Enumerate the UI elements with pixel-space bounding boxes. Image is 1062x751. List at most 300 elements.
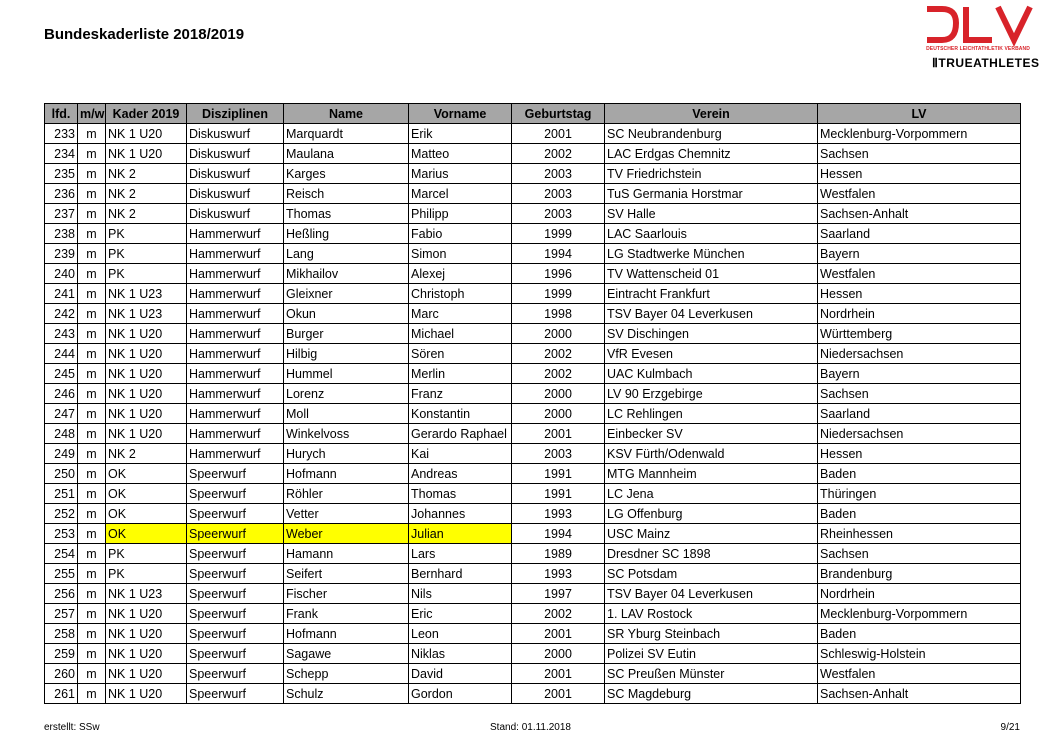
table-row <box>45 304 1021 324</box>
table-cell: NK 1 U20 <box>106 684 187 704</box>
table-cell: m <box>78 144 106 164</box>
table-cell: TSV Bayer 04 Leverkusen <box>605 584 818 604</box>
table-cell: m <box>78 364 106 384</box>
table-cell: SC Potsdam <box>605 564 818 584</box>
table-cell: KSV Fürth/Odenwald <box>605 444 818 464</box>
table-cell: Franz <box>409 384 512 404</box>
table-cell: Speerwurf <box>187 684 284 704</box>
table-row <box>45 364 1021 384</box>
table-cell: m <box>78 204 106 224</box>
table-cell: Speerwurf <box>187 464 284 484</box>
column-header: m/w <box>78 104 106 124</box>
table-cell: Sören <box>409 344 512 364</box>
table-cell: Sagawe <box>284 644 409 664</box>
table-row <box>45 464 1021 484</box>
table-cell: Diskuswurf <box>187 184 284 204</box>
table-cell: LC Jena <box>605 484 818 504</box>
table-cell: OK <box>106 484 187 504</box>
table-cell: 252 <box>45 504 78 524</box>
table-cell: m <box>78 464 106 484</box>
table-cell: Diskuswurf <box>187 164 284 184</box>
table-cell: 1993 <box>512 504 605 524</box>
table-cell: PK <box>106 564 187 584</box>
table-cell: PK <box>106 544 187 564</box>
table-cell: 261 <box>45 684 78 704</box>
table-cell: Lorenz <box>284 384 409 404</box>
column-header: Vorname <box>409 104 512 124</box>
table-cell: 2000 <box>512 324 605 344</box>
table-cell: Speerwurf <box>187 664 284 684</box>
table-cell: m <box>78 184 106 204</box>
table-cell: Burger <box>284 324 409 344</box>
table-cell: Speerwurf <box>187 624 284 644</box>
table-cell: Maulana <box>284 144 409 164</box>
table-cell: Röhler <box>284 484 409 504</box>
table-cell: 1991 <box>512 464 605 484</box>
table-cell: PK <box>106 264 187 284</box>
footer-created-by: erstellt: SSw <box>44 722 100 733</box>
table-row <box>45 344 1021 364</box>
table-cell: NK 1 U20 <box>106 144 187 164</box>
page-title: Bundeskaderliste 2018/2019 <box>44 26 245 43</box>
table-cell: Hilbig <box>284 344 409 364</box>
table-cell: Philipp <box>409 204 512 224</box>
table-cell: 2002 <box>512 604 605 624</box>
table-cell: TuS Germania Horstmar <box>605 184 818 204</box>
table-cell: Marc <box>409 304 512 324</box>
table-cell: Niedersachsen <box>818 424 1021 444</box>
table-cell: m <box>78 124 106 144</box>
table-cell: Vetter <box>284 504 409 524</box>
column-header: Geburtstag <box>512 104 605 124</box>
table-cell: m <box>78 164 106 184</box>
table-cell: Hammerwurf <box>187 264 284 284</box>
table-row <box>45 684 1021 704</box>
table-cell: Winkelvoss <box>284 424 409 444</box>
table-cell: 248 <box>45 424 78 444</box>
table-cell: m <box>78 224 106 244</box>
table-cell: 2003 <box>512 444 605 464</box>
column-header: Kader 2019 <box>106 104 187 124</box>
table-cell: Einbecker SV <box>605 424 818 444</box>
table-cell: m <box>78 664 106 684</box>
table-cell: Hofmann <box>284 464 409 484</box>
table-cell: Weber <box>284 524 409 544</box>
table-cell: Karges <box>284 164 409 184</box>
table-cell: NK 2 <box>106 184 187 204</box>
table-cell: NK 2 <box>106 164 187 184</box>
table-cell: PK <box>106 224 187 244</box>
table-cell: 239 <box>45 244 78 264</box>
table-cell: Speerwurf <box>187 484 284 504</box>
table-cell: Marcel <box>409 184 512 204</box>
table-cell: Okun <box>284 304 409 324</box>
table-cell: 251 <box>45 484 78 504</box>
table-cell: m <box>78 404 106 424</box>
table-cell: Matteo <box>409 144 512 164</box>
table-cell: m <box>78 544 106 564</box>
table-cell: 243 <box>45 324 78 344</box>
table-row <box>45 424 1021 444</box>
table-cell: Bayern <box>818 244 1021 264</box>
table-cell: Sachsen <box>818 544 1021 564</box>
table-cell: Lars <box>409 544 512 564</box>
table-cell: 2000 <box>512 644 605 664</box>
table-row <box>45 184 1021 204</box>
table-cell: NK 1 U23 <box>106 304 187 324</box>
table-cell: PK <box>106 244 187 264</box>
table-cell: SV Dischingen <box>605 324 818 344</box>
table-row <box>45 644 1021 664</box>
table-cell: 233 <box>45 124 78 144</box>
table-cell: Niklas <box>409 644 512 664</box>
table-cell: Hammerwurf <box>187 284 284 304</box>
table-cell: Marius <box>409 164 512 184</box>
table-cell: Eric <box>409 604 512 624</box>
table-cell: Diskuswurf <box>187 124 284 144</box>
table-cell: Sachsen-Anhalt <box>818 684 1021 704</box>
athlete-icon: Ⅱ <box>932 56 939 70</box>
table-cell: 237 <box>45 204 78 224</box>
table-cell: 1989 <box>512 544 605 564</box>
table-cell: Brandenburg <box>818 564 1021 584</box>
table-cell: Mikhailov <box>284 264 409 284</box>
table-cell: Speerwurf <box>187 524 284 544</box>
table-cell: Hessen <box>818 164 1021 184</box>
table-cell: Hammerwurf <box>187 344 284 364</box>
table-cell: Thomas <box>409 484 512 504</box>
table-cell: NK 1 U23 <box>106 584 187 604</box>
table-cell: Baden <box>818 464 1021 484</box>
table-cell: 2000 <box>512 404 605 424</box>
table-cell: Hammerwurf <box>187 324 284 344</box>
table-cell: 236 <box>45 184 78 204</box>
table-cell: 238 <box>45 224 78 244</box>
table-cell: m <box>78 604 106 624</box>
table-cell: Speerwurf <box>187 564 284 584</box>
table-cell: m <box>78 504 106 524</box>
table-cell: NK 1 U20 <box>106 604 187 624</box>
table-cell: m <box>78 304 106 324</box>
table-cell: 244 <box>45 344 78 364</box>
table-cell: 242 <box>45 304 78 324</box>
table-cell: 1994 <box>512 244 605 264</box>
column-header: Name <box>284 104 409 124</box>
table-cell: SR Yburg Steinbach <box>605 624 818 644</box>
table-cell: Bernhard <box>409 564 512 584</box>
table-row <box>45 144 1021 164</box>
table-cell: NK 1 U23 <box>106 284 187 304</box>
table-cell: Heßling <box>284 224 409 244</box>
table-cell: 2002 <box>512 344 605 364</box>
table-cell: LC Rehlingen <box>605 404 818 424</box>
table-cell: NK 1 U20 <box>106 424 187 444</box>
table-cell: TV Friedrichstein <box>605 164 818 184</box>
table-cell: Sachsen <box>818 384 1021 404</box>
table-cell: 253 <box>45 524 78 544</box>
table-cell: Leon <box>409 624 512 644</box>
table-cell: Diskuswurf <box>187 144 284 164</box>
table-cell: Baden <box>818 504 1021 524</box>
table-cell: 1997 <box>512 584 605 604</box>
table-cell: Frank <box>284 604 409 624</box>
table-cell: Alexej <box>409 264 512 284</box>
table-cell: 2002 <box>512 144 605 164</box>
column-header: lfd. <box>45 104 78 124</box>
table-cell: 2003 <box>512 204 605 224</box>
table-cell: Hummel <box>284 364 409 384</box>
table-cell: 258 <box>45 624 78 644</box>
table-cell: SC Preußen Münster <box>605 664 818 684</box>
table-row <box>45 444 1021 464</box>
table-cell: Hammerwurf <box>187 364 284 384</box>
table-cell: Kai <box>409 444 512 464</box>
table-cell: 240 <box>45 264 78 284</box>
table-cell: Moll <box>284 404 409 424</box>
table-cell: Sachsen <box>818 144 1021 164</box>
table-cell: Nils <box>409 584 512 604</box>
table-cell: Eintracht Frankfurt <box>605 284 818 304</box>
table-cell: Hammerwurf <box>187 224 284 244</box>
table-cell: 1998 <box>512 304 605 324</box>
table-cell: Hofmann <box>284 624 409 644</box>
table-row <box>45 244 1021 264</box>
table-cell: m <box>78 444 106 464</box>
table-cell: MTG Mannheim <box>605 464 818 484</box>
table-cell: NK 1 U20 <box>106 344 187 364</box>
table-cell: Marquardt <box>284 124 409 144</box>
table-row <box>45 224 1021 244</box>
table-cell: Hammerwurf <box>187 384 284 404</box>
table-cell: Schulz <box>284 684 409 704</box>
table-cell: Merlin <box>409 364 512 384</box>
table-cell: Sachsen-Anhalt <box>818 204 1021 224</box>
table-cell: 1. LAV Rostock <box>605 604 818 624</box>
table-cell: Johannes <box>409 504 512 524</box>
table-cell: m <box>78 684 106 704</box>
table-cell: 245 <box>45 364 78 384</box>
table-cell: SC Magdeburg <box>605 684 818 704</box>
table-cell: OK <box>106 504 187 524</box>
table-cell: Mecklenburg-Vorpommern <box>818 124 1021 144</box>
table-cell: Saarland <box>818 404 1021 424</box>
table-cell: 2000 <box>512 384 605 404</box>
table-cell: 1991 <box>512 484 605 504</box>
table-cell: LAC Erdgas Chemnitz <box>605 144 818 164</box>
table-cell: Baden <box>818 624 1021 644</box>
table-cell: 259 <box>45 644 78 664</box>
table-cell: m <box>78 244 106 264</box>
table-cell: David <box>409 664 512 684</box>
table-cell: Konstantin <box>409 404 512 424</box>
table-cell: Thüringen <box>818 484 1021 504</box>
table-cell: Schepp <box>284 664 409 684</box>
table-cell: 260 <box>45 664 78 684</box>
table-row <box>45 584 1021 604</box>
table-cell: 1999 <box>512 284 605 304</box>
table-cell: NK 2 <box>106 444 187 464</box>
table-row <box>45 604 1021 624</box>
footer-page-number: 9/21 <box>1000 722 1020 733</box>
table-cell: VfR Evesen <box>605 344 818 364</box>
table-cell: Lang <box>284 244 409 264</box>
table-cell: 249 <box>45 444 78 464</box>
dlv-logo-mark-icon <box>922 4 1034 46</box>
table-cell: Westfalen <box>818 664 1021 684</box>
table-row <box>45 564 1021 584</box>
table-row <box>45 204 1021 224</box>
table-cell: 255 <box>45 564 78 584</box>
table-cell: 2003 <box>512 164 605 184</box>
table-cell: Hessen <box>818 284 1021 304</box>
table-cell: 1994 <box>512 524 605 544</box>
table-cell: TV Wattenscheid 01 <box>605 264 818 284</box>
table-cell: Hamann <box>284 544 409 564</box>
table-cell: m <box>78 584 106 604</box>
table-cell: USC Mainz <box>605 524 818 544</box>
squad-table <box>44 103 1021 704</box>
logo-subtitle: DEUTSCHER LEICHTATHLETIK VERBAND <box>926 46 1030 52</box>
table-cell: 2001 <box>512 684 605 704</box>
table-row <box>45 384 1021 404</box>
table-cell: Reisch <box>284 184 409 204</box>
column-header: Verein <box>605 104 818 124</box>
table-cell: Gerardo Raphael <box>409 424 512 444</box>
table-cell: Gordon <box>409 684 512 704</box>
table-cell: 2001 <box>512 424 605 444</box>
table-row <box>45 264 1021 284</box>
table-cell: NK 1 U20 <box>106 324 187 344</box>
table-cell: Mecklenburg-Vorpommern <box>818 604 1021 624</box>
table-cell: 2001 <box>512 664 605 684</box>
table-cell: 2001 <box>512 624 605 644</box>
table-row <box>45 324 1021 344</box>
table-cell: NK 1 U20 <box>106 624 187 644</box>
table-cell: Nordrhein <box>818 584 1021 604</box>
table-body <box>45 124 1021 704</box>
table-cell: NK 2 <box>106 204 187 224</box>
table-cell: NK 1 U20 <box>106 364 187 384</box>
table-cell: Hammerwurf <box>187 424 284 444</box>
column-header: Disziplinen <box>187 104 284 124</box>
table-cell: Rheinhessen <box>818 524 1021 544</box>
table-cell: Speerwurf <box>187 504 284 524</box>
table-cell: 1996 <box>512 264 605 284</box>
table-row <box>45 504 1021 524</box>
table-cell: m <box>78 344 106 364</box>
table-cell: Dresdner SC 1898 <box>605 544 818 564</box>
column-header: LV <box>818 104 1021 124</box>
table-cell: LG Stadtwerke München <box>605 244 818 264</box>
table-cell: Speerwurf <box>187 584 284 604</box>
table-row <box>45 484 1021 504</box>
table-cell: m <box>78 624 106 644</box>
table-cell: Schleswig-Holstein <box>818 644 1021 664</box>
table-cell: Fischer <box>284 584 409 604</box>
table-cell: Simon <box>409 244 512 264</box>
table-cell: m <box>78 564 106 584</box>
table-cell: Erik <box>409 124 512 144</box>
table-cell: m <box>78 484 106 504</box>
table-cell: Hessen <box>818 444 1021 464</box>
table-cell: Speerwurf <box>187 544 284 564</box>
table-cell: LAC Saarlouis <box>605 224 818 244</box>
table-cell: m <box>78 284 106 304</box>
table-cell: Hammerwurf <box>187 404 284 424</box>
table-row <box>45 624 1021 644</box>
table-cell: 1993 <box>512 564 605 584</box>
table-cell: LV 90 Erzgebirge <box>605 384 818 404</box>
table-cell: 250 <box>45 464 78 484</box>
table-cell: 256 <box>45 584 78 604</box>
table-cell: 254 <box>45 544 78 564</box>
table-cell: NK 1 U20 <box>106 124 187 144</box>
table-row <box>45 524 1021 544</box>
table-cell: Fabio <box>409 224 512 244</box>
table-cell: 2003 <box>512 184 605 204</box>
table-cell: Bayern <box>818 364 1021 384</box>
table-cell: Westfalen <box>818 264 1021 284</box>
table-cell: Julian <box>409 524 512 544</box>
logo-tagline: ⅡTRUEATHLETES <box>932 56 1040 70</box>
table-cell: Gleixner <box>284 284 409 304</box>
table-cell: Württemberg <box>818 324 1021 344</box>
table-cell: 241 <box>45 284 78 304</box>
table-cell: Speerwurf <box>187 604 284 624</box>
table-cell: OK <box>106 524 187 544</box>
table-cell: Diskuswurf <box>187 204 284 224</box>
table-cell: OK <box>106 464 187 484</box>
table-cell: Hurych <box>284 444 409 464</box>
table-cell: 247 <box>45 404 78 424</box>
table-cell: 2001 <box>512 124 605 144</box>
dlv-logo <box>922 4 1042 76</box>
table-row <box>45 404 1021 424</box>
table-header-row <box>45 104 1021 124</box>
table-row <box>45 664 1021 684</box>
table-cell: TSV Bayer 04 Leverkusen <box>605 304 818 324</box>
table-cell: SV Halle <box>605 204 818 224</box>
table-cell: Hammerwurf <box>187 444 284 464</box>
table-cell: 1999 <box>512 224 605 244</box>
table-cell: Westfalen <box>818 184 1021 204</box>
table-cell: Andreas <box>409 464 512 484</box>
table-cell: Michael <box>409 324 512 344</box>
table-cell: 2002 <box>512 364 605 384</box>
table-cell: 234 <box>45 144 78 164</box>
table-cell: m <box>78 384 106 404</box>
table-row <box>45 284 1021 304</box>
table-cell: Seifert <box>284 564 409 584</box>
table-cell: NK 1 U20 <box>106 664 187 684</box>
table-cell: Speerwurf <box>187 644 284 664</box>
table-cell: m <box>78 264 106 284</box>
table-cell: NK 1 U20 <box>106 644 187 664</box>
table-cell: Thomas <box>284 204 409 224</box>
table-cell: 235 <box>45 164 78 184</box>
table-cell: 246 <box>45 384 78 404</box>
table-cell: Niedersachsen <box>818 344 1021 364</box>
table-cell: NK 1 U20 <box>106 384 187 404</box>
table-cell: Nordrhein <box>818 304 1021 324</box>
table-row <box>45 544 1021 564</box>
table-cell: Hammerwurf <box>187 304 284 324</box>
table-cell: m <box>78 324 106 344</box>
table-cell: Polizei SV Eutin <box>605 644 818 664</box>
table-cell: NK 1 U20 <box>106 404 187 424</box>
table-cell: Saarland <box>818 224 1021 244</box>
table-row <box>45 124 1021 144</box>
